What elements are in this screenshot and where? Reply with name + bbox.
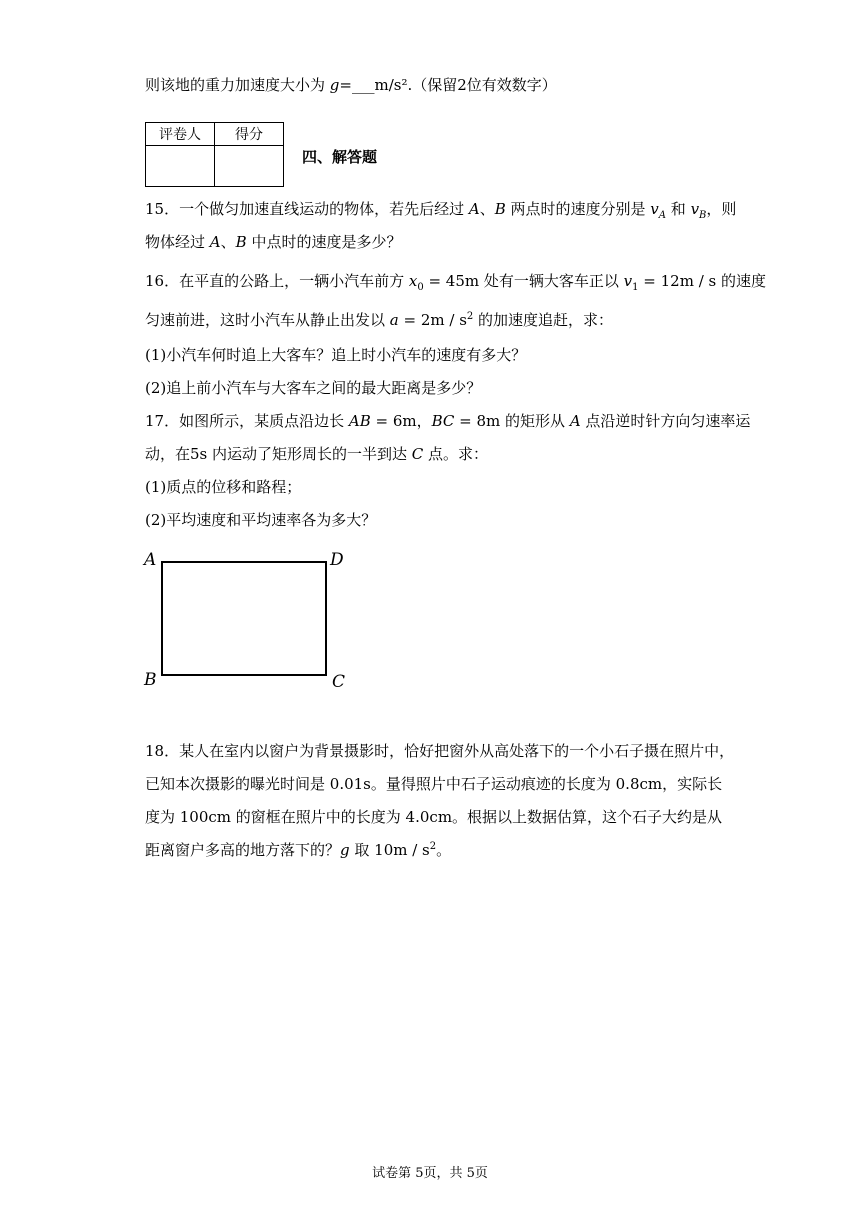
- q15-line-1: 15．一个做匀加速直线运动的物体，若先后经过 A、B 两点时的速度分别是 $v_A$ 和 $v_B$，则: [145, 200, 737, 221]
- q18-line-4: 距离窗户多高的地方落下的？g 取 $10m / s^2$。: [145, 841, 452, 859]
- q18-line-1: 18．某人在室内以窗户为背景摄影时，恰好把窗外从高处落下的一个小石子摄在照片中，: [145, 742, 735, 760]
- q17-line-2: 动，在5s 内运动了矩形周长的一半到达 C 点。求：: [145, 445, 489, 463]
- score-header: 得分: [215, 123, 284, 146]
- q17-part-1: (1)质点的位移和路程；: [145, 478, 302, 496]
- score-cell: [215, 146, 284, 187]
- section-title: 四、解答题: [302, 148, 378, 166]
- q17-line-1: 17．如图所示，某质点沿边长 AB = 6m，BC = 8m 的矩形从 A 点沿逆时针方向匀速率运: [145, 412, 751, 430]
- q18-line-2: 已知本次摄影的曝光时间是 0.01s。量得照片中石子运动痕迹的长度为 0.8cm，实际长: [145, 775, 723, 793]
- rectangle-abcd: [162, 562, 326, 675]
- q17-part-2: (2)平均速度和平均速率各为多大？: [145, 511, 377, 529]
- page-footer: 试卷第 5页，共 5页: [372, 1166, 488, 1181]
- corner-label-a: A: [144, 550, 157, 570]
- q16-line-1: 16．在平直的公路上，一辆小汽车前方 $x_0 = 45m$ 处有一辆大客车正以 $v_1 = 12m / s$ 的速度: [145, 272, 767, 293]
- q16-line-2: 匀速前进，这时小汽车从静止出发以 $a = 2m / s^2$ 的加速度追赶，求：: [145, 311, 614, 329]
- corner-label-c: C: [332, 672, 346, 692]
- q15-line-2: 物体经过 A、B 中点时的速度是多少？: [145, 233, 402, 251]
- grader-cell: [146, 146, 215, 187]
- q16-part-2: (2)追上前小汽车与大客车之间的最大距离是多少？: [145, 379, 482, 397]
- rectangle-diagram: [140, 545, 360, 695]
- gravity-question-tail: 则该地的重力加速度大小为 g=___m/s².（保留2位有效数字）: [145, 76, 557, 94]
- grader-header: 评卷人: [146, 123, 215, 146]
- corner-label-d: D: [330, 550, 344, 570]
- corner-label-b: B: [144, 670, 157, 690]
- q16-part-1: (1)小汽车何时追上大客车？追上时小汽车的速度有多大？: [145, 346, 527, 364]
- score-table: [145, 122, 284, 187]
- q18-line-3: 度为 100cm 的窗框在照片中的长度为 4.0cm。根据以上数据估算，这个石子大约是从: [145, 808, 723, 826]
